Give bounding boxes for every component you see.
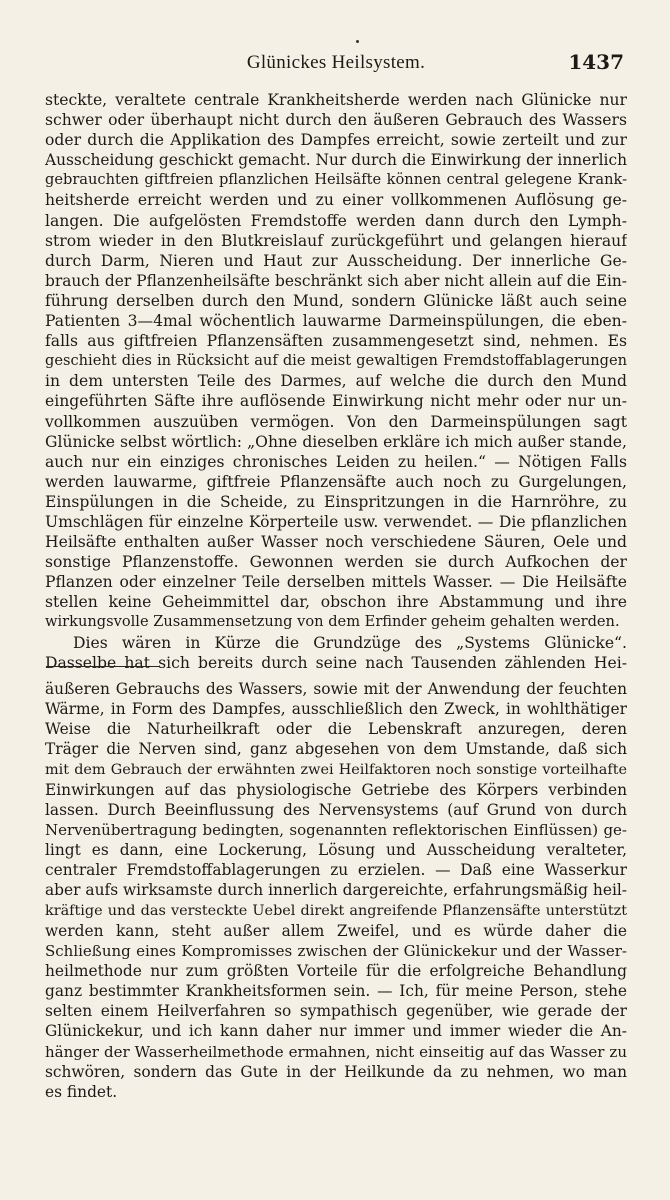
page-number: 1437 <box>568 50 624 74</box>
footnote-line: Schließung eines Kompromisses zwischen der Glünickekur und der Wasser- <box>45 941 627 960</box>
text-line: Glünicke selbst wörtlich: „Ohne dieselben erkläre ich mich außer stande, <box>45 432 627 451</box>
text-line: Patienten 3—4mal wöchentlich lauwarme Darmeinspülungen, die eben- <box>45 312 627 331</box>
footnote-line: Glünickekur, und ich kann daher nur immer und immer wieder die An- <box>45 1022 627 1041</box>
footnote-line: lingt es dann, eine Lockerung, Lösung und Ausscheidung veralteter, <box>45 841 627 860</box>
text-line: in dem untersten Teile des Darmes, auf welche die durch den Mund <box>45 372 627 391</box>
running-head <box>46 52 626 80</box>
footnote-line: hänger der Wasserheilmethode ermahnen, nicht einseitig auf das Wasser zu <box>45 1042 627 1061</box>
text-line: eingeführten Säfte ihre auflösende Einwirkung nicht mehr oder nur un- <box>45 392 627 411</box>
text-line: führung derselben durch den Mund, sondern Glünicke läßt auch seine <box>45 291 627 310</box>
text-line: werden lauwarme, giftfreie Pflanzensäfte auch noch zu Gurgelungen, <box>45 472 627 491</box>
text-line: heitsherde erreicht werden und zu einer vollkommenen Auflösung ge- <box>45 191 627 210</box>
text-line: vollkommen auszuüben vermögen. Von den Darmeinspülungen sagt <box>45 412 627 431</box>
main-text <box>45 90 627 673</box>
footnote-line: centraler Fremdstoffablagerungen zu erzielen. — Daß eine Wasserkur <box>45 861 627 880</box>
text-line: Dies wären in Kürze die Grundzüge des „Systems Glünicke“. <box>73 633 627 652</box>
footnote-line: Träger die Nerven sind, ganz abgesehen von dem Umstande, daß sich <box>45 740 627 759</box>
footnote <box>45 679 627 1102</box>
footnote-line: lassen. Durch Beeinflussung des Nervensystems (auf Grund von durch <box>45 800 627 819</box>
text-line: langen. Die aufgelösten Fremdstoffe werden dann durch den Lymph- <box>45 211 627 230</box>
text-line: schwer oder überhaupt nicht durch den äußeren Gebrauch des Wassers <box>45 111 627 130</box>
footnote-line: Wärme, in Form des Dampfes, ausschließlich den Zweck, in wohlthätiger <box>45 700 627 719</box>
text-line: Pflanzen oder einzelner Teile derselben mittels Wasser. — Die Heilsäfte <box>45 573 627 592</box>
footnote-divider <box>46 666 160 667</box>
footnote-line: es findet. <box>45 1082 118 1101</box>
running-title: Glünickes Heilsystem. <box>246 52 426 73</box>
footnote-line: Weise die Naturheilkraft oder die Lebenskraft anzuregen, deren <box>45 720 627 739</box>
footnote-line: Einwirkungen auf das physiologische Getriebe des Körpers verbinden <box>45 780 627 799</box>
text-line: oder durch die Applikation des Dampfes erreicht, sowie zerteilt und zur <box>45 131 627 150</box>
text-line: strom wieder in den Blutkreislauf zurückgeführt und gelangen hierauf <box>45 231 627 250</box>
footnote-line: schwören, sondern das Gute in der Heilkunde da zu nehmen, wo man <box>45 1062 627 1081</box>
text-line: gebrauchten giftfreien pflanzlichen Heilsäfte können central gelegene Krank- <box>45 171 627 189</box>
footnote-line: Nervenübertragung bedingten, sogenannten reflektorischen Einflüssen) ge- <box>45 820 627 839</box>
text-line: Dasselbe hat sich bereits durch seine nach Tausenden zählenden Hei- <box>45 653 627 672</box>
text-line: sonstige Pflanzenstoffe. Gewonnen werden sie durch Aufkochen der <box>45 553 627 572</box>
footnote-line: heilmethode nur zum größten Vorteile für die erfolgreiche Behandlung <box>45 961 627 980</box>
text-line: Heilsäfte enthalten außer Wasser noch verschiedene Säuren, Oele und <box>45 533 627 552</box>
footnote-line: werden kann, steht außer allem Zweifel, und es würde daher die <box>45 921 627 940</box>
footnote-line: selten einem Heilverfahren so sympathisch gegenüber, wie gerade der <box>45 1002 627 1021</box>
text-line: steckte, veraltete centrale Krankheitsherde werden nach Glünicke nur <box>45 91 627 109</box>
footnote-line: mit dem Gebrauch der erwähnten zwei Heilfaktoren noch sonstige vorteilhafte <box>45 761 627 778</box>
footnote-line: ganz bestimmter Krankheitsformen sein. — Ich, für meine Person, stehe <box>45 982 627 1001</box>
text-line: Umschlägen für einzelne Körperteile usw. verwendet. — Die pflanzlichen <box>45 512 627 531</box>
text-line: auch nur ein einziges chronisches Leiden zu heilen.“ — Nötigen Falls <box>45 452 627 471</box>
print-speck <box>356 40 359 43</box>
text-line: falls aus giftfreien Pflanzensäften zusammengesetzt sind, nehmen. Es <box>45 332 627 351</box>
text-line: geschieht dies in Rücksicht auf die meist gewaltigen Fremdstoffablagerungen <box>45 352 627 370</box>
footnote-line: kräftige und das versteckte Uebel direkt angreifende Pflanzensäfte unterstützt <box>45 902 627 919</box>
text-line: durch Darm, Nieren und Haut zur Ausscheidung. Der innerliche Ge- <box>45 251 627 270</box>
text-line: wirkungsvolle Zusammensetzung von dem Erfinder geheim gehalten werden. <box>45 613 620 631</box>
text-line: stellen keine Geheimmittel dar, obschon ihre Abstammung und ihre <box>45 593 627 612</box>
footnote-line: aber aufs wirksamste durch innerlich dargereichte, erfahrungsmäßig heil- <box>45 881 627 900</box>
footnote-line: äußeren Gebrauchs des Wassers, sowie mit der Anwendung der feuchten <box>45 680 627 698</box>
text-line: brauch der Pflanzenheilsäfte beschränkt sich aber nicht allein auf die Ein- <box>45 271 627 290</box>
text-line: Ausscheidung geschickt gemacht. Nur durch die Einwirkung der innerlich <box>45 151 627 170</box>
text-line: Einspülungen in die Scheide, zu Einspritzungen in die Harnröhre, zu <box>45 492 627 511</box>
